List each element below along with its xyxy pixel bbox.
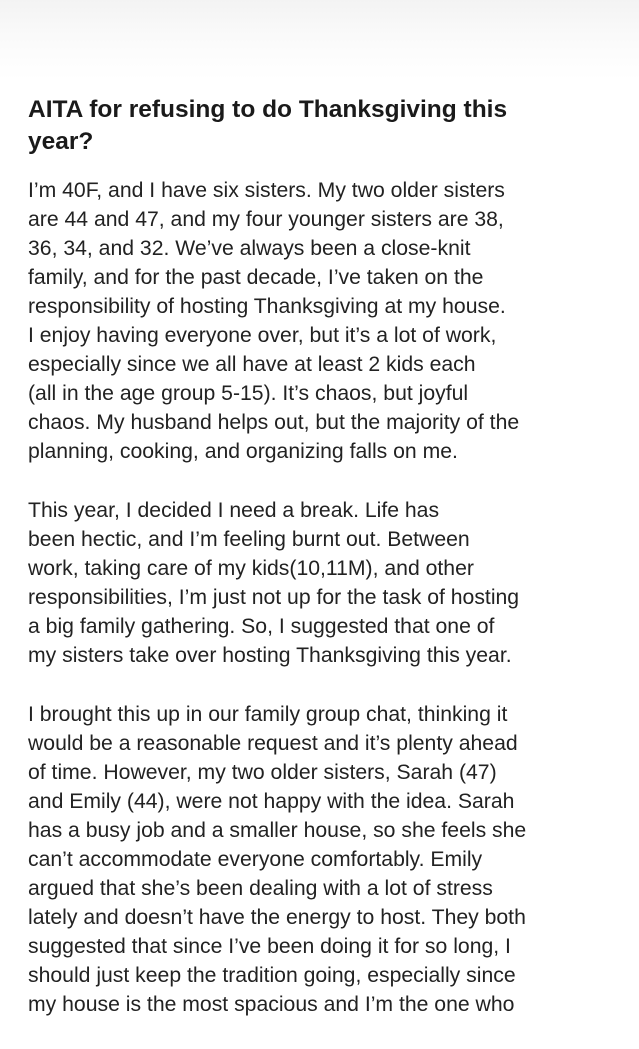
post-paragraph-3: I brought this up in our family group chat, thinking it would be a reasonable request and it’s plenty ahead of time. However, my two older sisters, Sarah (47) and Emily (44), were not happy with the idea. Sarah has a busy job and a smaller house, so she feels she can’t accommodate everyone comfortably. Emily argued that she’s been dealing with a lot of stress lately and doesn’t have the energy to host. They both suggested that since I’ve been doing it for so long, I should just keep the tradition going, especially since my house is the most spacious and I’m the one who bbox=[28, 703, 527, 1016]
post-title: AITA for refusing to do Thanksgiving this year? bbox=[28, 96, 508, 155]
post-paragraph-1: I’m 40F, and I have six sisters. My two older sisters are 44 and 47, and my four younger sisters are 38, 36, 34, and 32. We’ve always been a close-knit family, and for the past decade, I’ve taken on the responsibility of hosting Thanksgiving at my house. I enjoy having everyone over, but it’s a lot of work, especially since we all have at least 2 kids each (all in the age group 5-15). It’s chaos, but joyful chaos. My husband helps out, but the majority of the planning, cooking, and organizing falls on me. bbox=[28, 179, 520, 463]
top-fade bbox=[0, 0, 639, 80]
post-body bbox=[28, 94, 613, 1049]
post-paragraph-2: This year, I decided I need a break. Life has been hectic, and I’m feeling burnt out. Between work, taking care of my kids(10,11M), and other responsibilities, I’m just not up for the task of hosting a big family gathering. So, I suggested that one of my sisters take over hosting Thanksgiving this year. bbox=[28, 499, 520, 667]
